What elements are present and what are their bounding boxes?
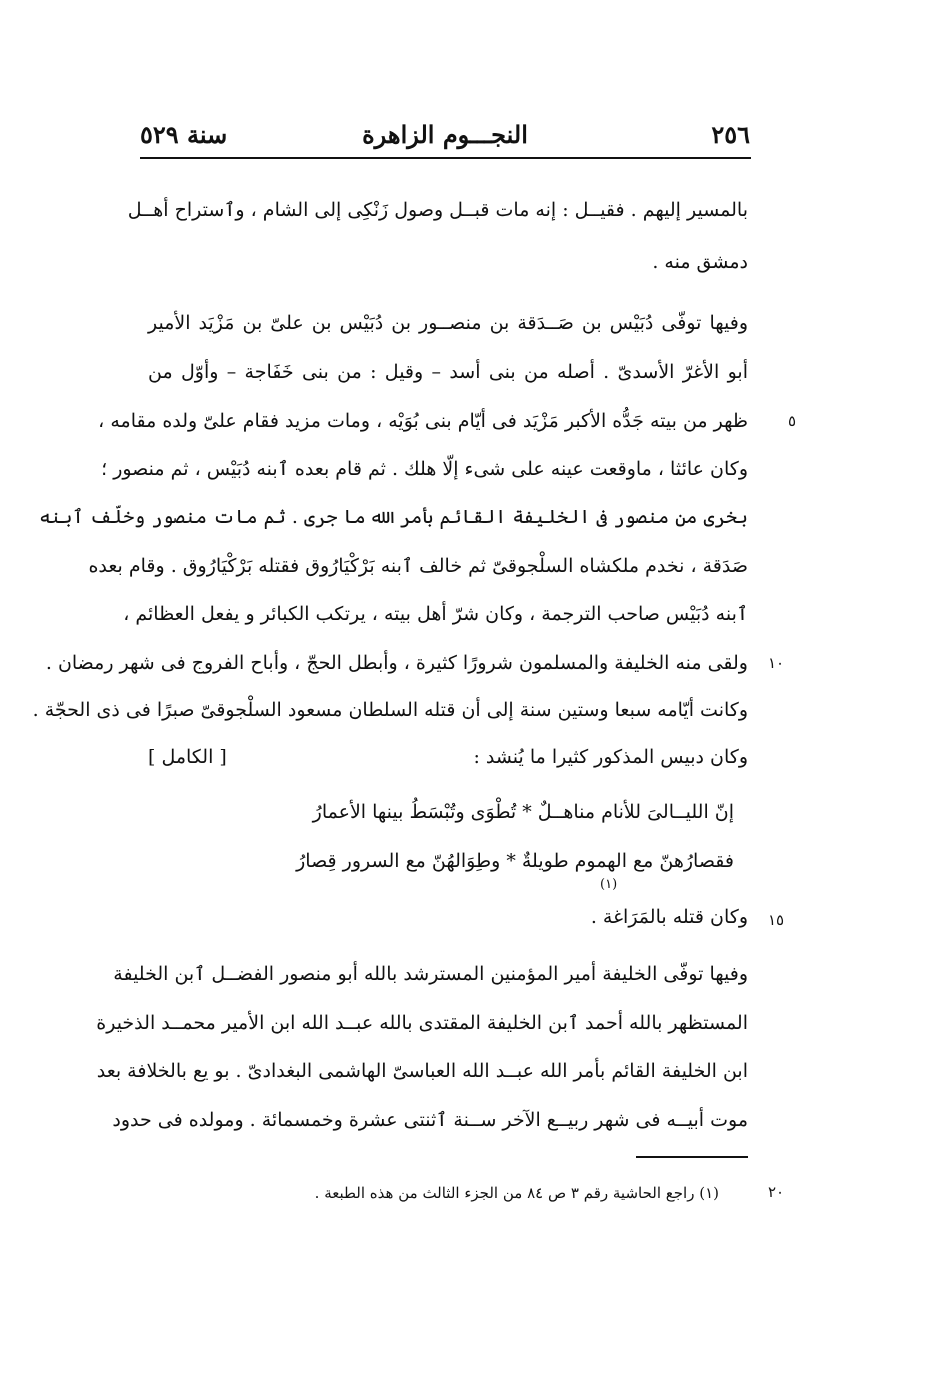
- body-line: وكان دبيس المذكور كثيرا ما يُنشد :: [473, 746, 748, 768]
- footnote-marker: (١): [600, 877, 618, 892]
- verse-line: فقصارُهنّ مع الهموم طويلةٌ * وطِوَالهُنّ مع السرور قِصارُ: [296, 850, 734, 872]
- body-line: ولقى منه الخليفة والمسلمون شرورًا كثيرة ، وأبطل الحجّ ، وأباح الفروج فى شهر رمضان .: [45, 652, 748, 674]
- footnote-text: (١) راجع الحاشية رقم ٣ ص ٨٤ من الجزء الثالث من هذه الطبعة .: [314, 1184, 719, 1202]
- line-number: ٥: [788, 412, 797, 430]
- body-line: ٱبنه دُبَيْس صاحب الترجمة ، وكان شرّ أهل بيته ، يرتكب الكبائر و يفعل العظائم ،: [123, 603, 748, 625]
- verse-line: إنّ الليــالىَ للأنام مناهــلٌ * تُطْوَى وتُبْسَطُ بينها الأعمارُ: [312, 801, 734, 823]
- body-line: بالمسير إليهم . فقيــل : إنه مات قبــل وصول زَنْكِى إلى الشام ، وٱستراح أهــل: [127, 199, 748, 221]
- body-line: وكان عائثا ، ماوقعت عينه على شىء إلّا هلك . ثم قام بعده ٱبنه دُبَيْس ، ثم منصور ؛: [101, 458, 748, 480]
- body-line: دمشق منه .: [652, 251, 748, 273]
- body-line: ابن الخليفة القائم بأمر الله عبــد الله العباسىّ الهاشمى البغدادىّ . بو يع بالخلافة بعد: [96, 1060, 748, 1082]
- body-line: موت أبيــه فى شهر ربيــع الآخر ســنة ٱثنتى عشرة وخمسمائة . ومولده فى حدود: [112, 1109, 748, 1131]
- page-number: ٢٥٦: [711, 120, 750, 149]
- body-line: وفيها توفّى الخليفة أمير المؤمنين المسترشد بالله أبو منصور الفضــل ٱبن الخليفة: [113, 963, 748, 985]
- body-line: وكانت أيّامه سبعا وستين سنة إلى أن قتله السلطان مسعود السلْجوقىّ صبرًا فى ذى الحجّة .: [32, 699, 748, 721]
- line-number: ٢٠: [768, 1183, 785, 1201]
- body-line: بخرى من منصور فى الخليفة القائم بأمر الله ما جرى . ثم مات منصور وخلّف ٱبنه: [39, 506, 748, 528]
- footnote-rule: [636, 1156, 748, 1158]
- body-line: وكان قتله بالمَرَاغة .: [590, 906, 748, 928]
- running-header: [140, 112, 750, 152]
- book-title: النجـــوم الزاهرة: [362, 120, 528, 149]
- line-number: ١٥: [768, 911, 785, 929]
- body-line: وفيها توفّى دُبَيْس بن صَــدَقة بن منصــور بن دُبَيْس بن علىّ بن مَزْيَد الأمير: [148, 312, 748, 334]
- body-line: أبو الأغرّ الأسدىّ . أصله من بنى أسد – وقيل : من بنى خَفَاجة – وأوّل من: [148, 361, 748, 383]
- header-rule: [140, 157, 751, 159]
- line-number: ١٠: [768, 654, 785, 672]
- body-line: المستظهر بالله أحمد ٱبن الخليفة المقتدى بالله عبــد الله ابن الأمير محمــد الذخيرة: [96, 1012, 748, 1034]
- body-line: صَدَقة ، نخدم ملكشاه السلْجوقىّ ثم خالف ٱبنه بَرْكْيَارُوق فقتله بَرْكْيَارُوق . وقام بعده: [88, 555, 748, 577]
- year-label: سنة ٥٢٩: [140, 120, 228, 149]
- meter-label: [ الكامل ]: [148, 746, 227, 768]
- body-line: ظهر من بيته جَدُّه الأكبر مَزْيَد فى أيّام بنى بُوَيْه ، ومات مزيد فقام علىّ ولده مقامه ،: [98, 410, 748, 432]
